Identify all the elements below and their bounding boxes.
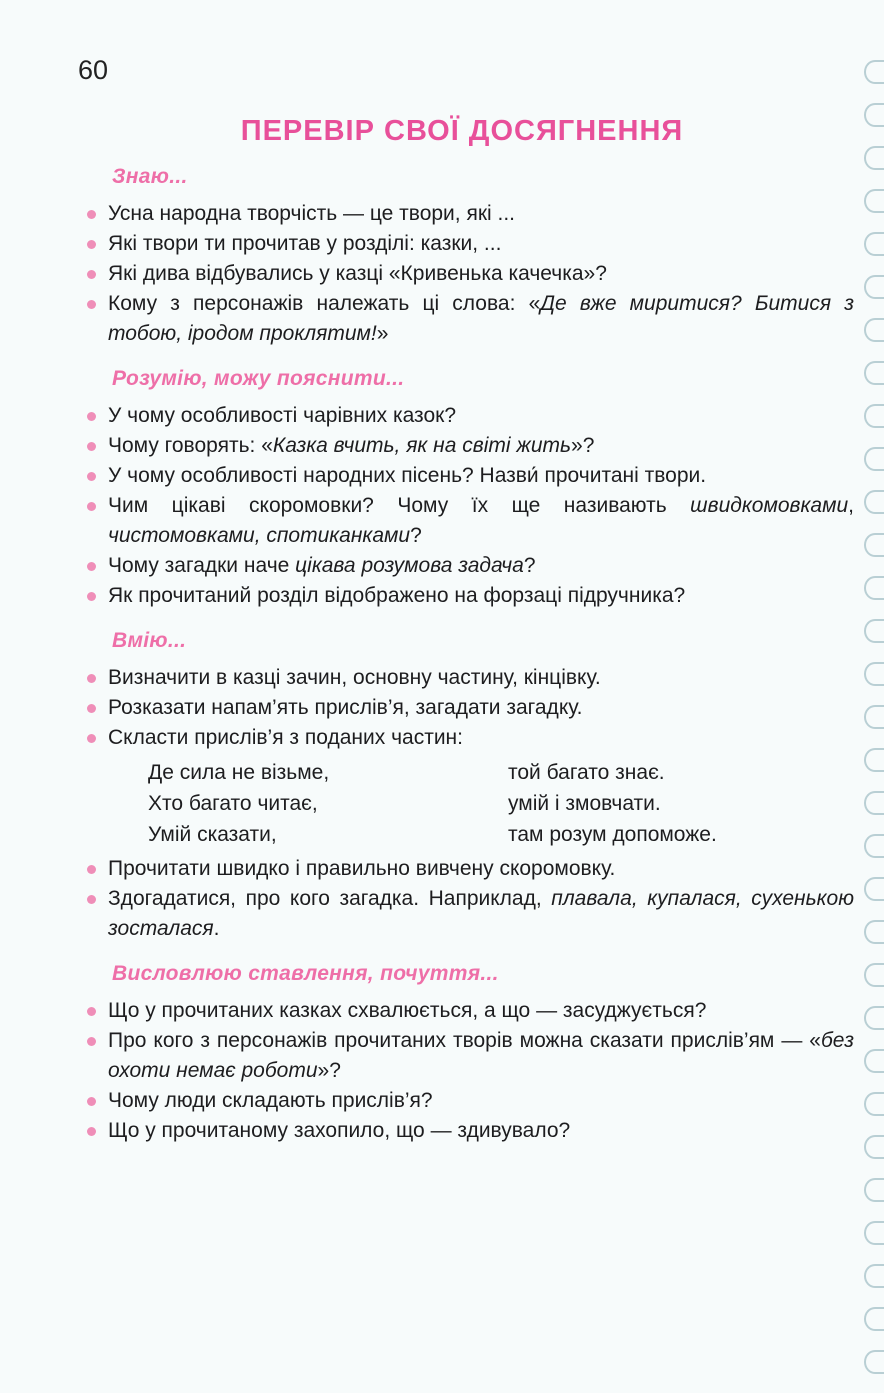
bullet-icon	[87, 1097, 96, 1106]
bullet-icon	[87, 270, 96, 279]
proverb-part-left: Хто багато читає,	[148, 792, 318, 815]
page-number: 60	[78, 55, 109, 85]
bullet-icon	[87, 240, 96, 249]
section-heading-know: Знаю...	[112, 165, 188, 188]
list-item: Про кого з персонажів прочитаних творів можна сказати прислів’ям — «без охоти немає роботи»?	[84, 1026, 854, 1086]
list-express	[84, 996, 854, 1146]
bullet-icon	[87, 1127, 96, 1136]
page-title: ПЕРЕВІР СВОЇ ДОСЯГНЕННЯ	[240, 115, 684, 147]
proverb-part-right: той багато знає.	[508, 761, 665, 784]
section-heading-express: Висловлюю ставлення, почуття...	[112, 962, 499, 985]
list-item: Що у прочитаному захопило, що — здивувало?	[84, 1116, 854, 1146]
bullet-icon	[87, 210, 96, 219]
binding-rings	[854, 60, 884, 1393]
proverb-parts-table	[148, 757, 854, 850]
bullet-icon	[87, 734, 96, 743]
list-item: Що у прочитаних казках схвалюється, а що — засуджується?	[84, 996, 854, 1026]
bullet-icon	[87, 1007, 96, 1016]
list-item: Чому говорять: «Казка вчить, як на світі жить»?	[84, 431, 854, 461]
bullet-icon	[87, 895, 96, 904]
list-item: У чому особливості чарівних казок?	[84, 401, 854, 431]
list-know	[84, 199, 854, 349]
list-item: Усна народна творчість — це твори, які ...	[84, 199, 854, 229]
list-understand	[84, 401, 854, 611]
list-item: Скласти прислів’я з поданих частин:	[84, 723, 854, 753]
page-content	[84, 165, 854, 1164]
section-heading-understand: Розумію, можу пояснити...	[112, 367, 405, 390]
bullet-icon	[87, 704, 96, 713]
bullet-icon	[87, 1037, 96, 1046]
bullet-icon	[87, 442, 96, 451]
list-item: Чому люди складають прислів’я?	[84, 1086, 854, 1116]
proverb-part-left: Де сила не візьме,	[148, 761, 330, 784]
list-item: Прочитати швидко і правильно вивчену скоромовку.	[84, 854, 854, 884]
list-item: Які твори ти прочитав у розділі: казки, ...	[84, 229, 854, 259]
list-can-continued	[84, 854, 854, 944]
bullet-icon	[87, 502, 96, 511]
list-item: Як прочитаний розділ відображено на форзаці підручника?	[84, 581, 854, 611]
list-item: Визначити в казці зачин, основну частину, кінцівку.	[84, 663, 854, 693]
list-item: Кому з персонажів належать ці слова: «Де вже миритися? Битися з тобою, іродом проклятим!»	[84, 289, 854, 349]
proverb-part-left: Умій сказати,	[148, 823, 277, 846]
proverb-part-right: там розум допоможе.	[508, 823, 717, 846]
list-item: Чим цікаві скоромовки? Чому їх ще називають швидкомовками, чистомовками, спотиканками?	[84, 491, 854, 551]
bullet-icon	[87, 300, 96, 309]
bullet-icon	[87, 412, 96, 421]
section-heading-can: Вмію...	[112, 629, 187, 652]
list-item: Які дива відбувались у казці «Кривенька качечка»?	[84, 259, 854, 289]
bullet-icon	[87, 562, 96, 571]
list-item: Розказати напам’ять прислів’я, загадати загадку.	[84, 693, 854, 723]
bullet-icon	[87, 674, 96, 683]
list-can	[84, 663, 854, 753]
bullet-icon	[87, 865, 96, 874]
list-item: Здогадатися, про кого загадка. Наприклад, плавала, купалася, сухенькою зосталася.	[84, 884, 854, 944]
proverb-part-right: умій і змовчати.	[508, 792, 661, 815]
bullet-icon	[87, 472, 96, 481]
list-item: У чому особливості народних пісень? Назви́ прочитані твори.	[84, 461, 854, 491]
list-item: Чому загадки наче цікава розумова задача?	[84, 551, 854, 581]
bullet-icon	[87, 592, 96, 601]
